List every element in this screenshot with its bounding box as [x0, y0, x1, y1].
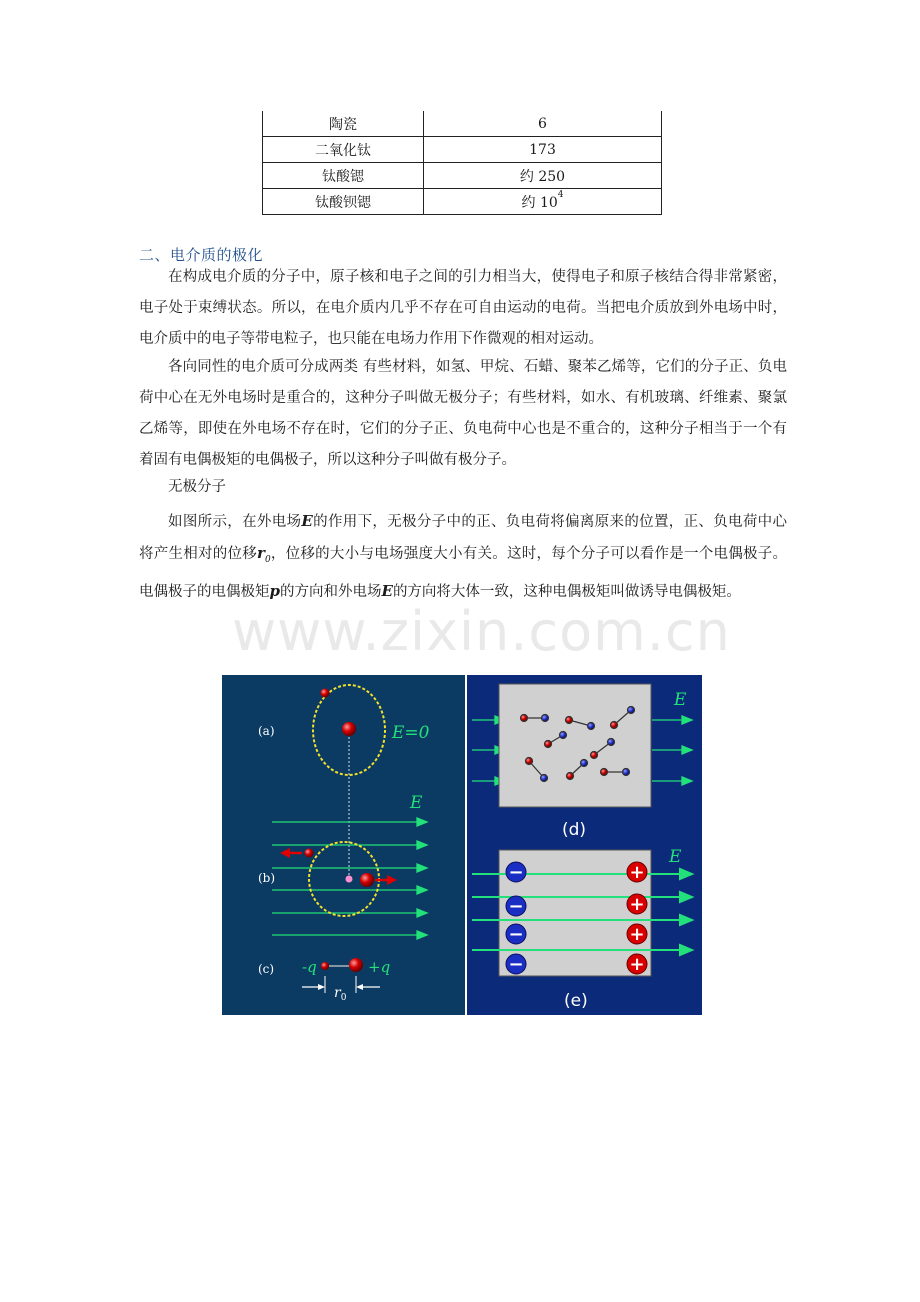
- symbol-E: E: [301, 512, 313, 530]
- nucleus-b: [360, 873, 374, 887]
- text-run: 的作用下，无极分子中的正、负电荷将偏离原来的位置，正、负电荷中心将产生相对的位移: [139, 514, 788, 562]
- symbol-p: p: [269, 582, 280, 600]
- label-a: (a): [258, 724, 275, 738]
- table-cell-value: [424, 189, 662, 215]
- nucleus-a: [342, 722, 356, 736]
- section-heading: 二、电介质的极化: [139, 246, 264, 264]
- r0-symbol: r: [334, 985, 341, 1001]
- plus-sign: +: [629, 924, 645, 945]
- text-run: 的方向将大体一致，这种电偶极矩叫做诱导电偶极矩。: [392, 584, 741, 600]
- symbol-r: r: [257, 544, 265, 562]
- table-cell-value: 173: [424, 137, 662, 163]
- positive-charge-label: +q: [368, 958, 391, 976]
- polarization-figure: [222, 675, 702, 1015]
- table-cell-material: 钛酸锶: [263, 163, 424, 189]
- plus-sign: +: [629, 954, 645, 975]
- table-row: [263, 111, 662, 137]
- r0-subscript: 0: [340, 993, 347, 1003]
- text-run: 如图所示，在外电场: [168, 514, 302, 530]
- table-cell-material: 陶瓷: [263, 111, 424, 137]
- plus-sign: +: [629, 894, 645, 915]
- field-label-d: E: [674, 690, 687, 710]
- table-row: [263, 137, 662, 163]
- electron-b: [305, 849, 314, 858]
- label-d: (d): [562, 820, 587, 840]
- watermark: www.zixin.com.cn: [232, 600, 731, 663]
- dielectric-constant-table: [262, 111, 662, 215]
- label-c: (c): [258, 962, 275, 976]
- field-label-e: E: [669, 847, 682, 867]
- negative-charge-label: -q: [302, 958, 317, 976]
- symbol-r0: [257, 544, 271, 565]
- paragraph: 在构成电介质的分子中，原子核和电子之间的引力相当大，使得电子和原子核结合得非常紧密，电子处于束缚状态。所以，在电介质内几乎不存在可自由运动的电荷。当把电介质放到外电场中时，电介质中的电子等带电粒子，也只能在电场力作用下作微观的相对运动。: [139, 269, 787, 347]
- table-cell-material: 钛酸钡锶: [263, 189, 424, 215]
- minus-sign: −: [508, 924, 524, 945]
- text-run: 的方向和外电场: [280, 584, 382, 600]
- table-cell-value: 约 250: [424, 163, 662, 189]
- dielectric-slab-d: [499, 684, 651, 807]
- table-cell-value: 6: [424, 111, 662, 137]
- subheading: 无极分子: [168, 479, 226, 495]
- symbol-subscript: 0: [264, 555, 271, 565]
- paragraph: 各向同性的电介质可分成两类 有些材料，如氢、甲烷、石蜡、聚苯乙烯等，它们的分子正、负电荷中心在无外电场时是重合的，这种分子叫做无极分子；有些材料，如水、有机玻璃、纤维素、聚氯乙烯等，即使在外电场不存在时，它们的分子正、负电荷中心也是不重合的，这种分子相当于一个有着固有电偶极矩的电偶极子，所以这种分子叫做有极分子。: [139, 359, 787, 468]
- table-cell-material: 二氧化钛: [263, 137, 424, 163]
- table-row: [263, 189, 662, 215]
- electron-a: [321, 689, 330, 698]
- field-zero-label: E=0: [392, 723, 430, 743]
- exponent: 4: [557, 189, 564, 200]
- label-e: (e): [564, 991, 588, 1011]
- value-text: 约 10: [521, 194, 558, 211]
- field-label-b: E: [410, 793, 423, 813]
- positive-charge-c: [349, 958, 363, 972]
- label-b: (b): [258, 871, 276, 885]
- minus-sign: −: [508, 862, 524, 883]
- text-run: ，位移的大小与电场强度大小有关。这时，每个分子可以看作是一个电偶极子。电偶极子的电偶极矩: [139, 546, 788, 600]
- original-center-b: [346, 876, 353, 883]
- negative-charge-c: [321, 962, 329, 970]
- minus-sign: −: [508, 896, 524, 917]
- paragraph: [139, 506, 787, 608]
- minus-sign: −: [508, 954, 524, 975]
- table-row: [263, 163, 662, 189]
- symbol-E: E: [381, 582, 393, 600]
- plus-sign: +: [629, 862, 645, 883]
